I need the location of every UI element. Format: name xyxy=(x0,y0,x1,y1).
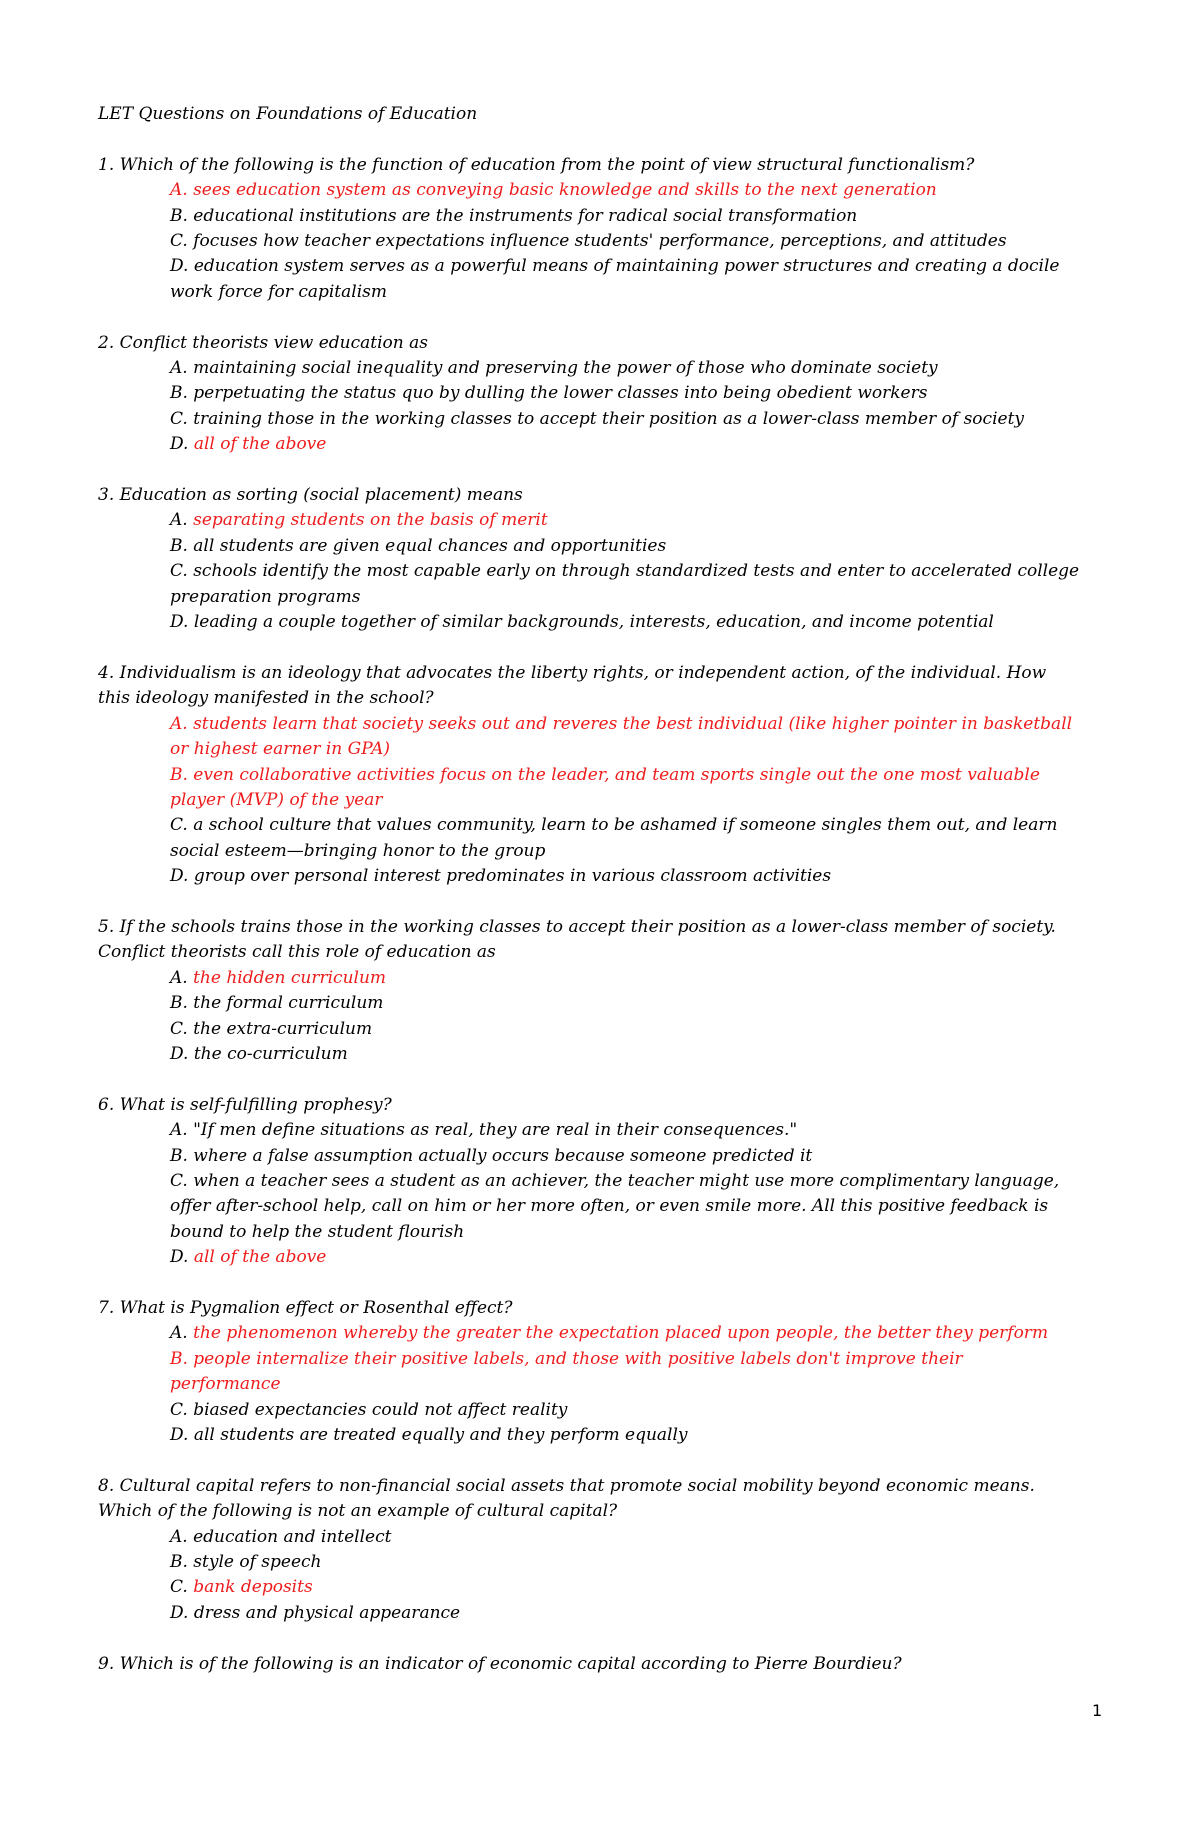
question-2 xyxy=(98,331,1108,458)
option-text: A. xyxy=(170,510,194,531)
option-line xyxy=(170,585,1108,610)
answer-option xyxy=(98,1550,1108,1575)
option-line xyxy=(170,1525,1108,1550)
answer-option xyxy=(98,229,1108,254)
option-line xyxy=(170,763,1108,788)
question-stem: 4. Individualism is an ideology that advocates the liberty rights, or independent action, of the individual. How xyxy=(98,662,1047,683)
option-text: A. education and intellect xyxy=(170,1526,392,1547)
question-list xyxy=(98,153,1108,1677)
answer-option xyxy=(98,1398,1108,1423)
correct-answer-text: all of the above xyxy=(193,1247,327,1268)
option-text: D. all students are treated equally and they perform equally xyxy=(170,1425,688,1446)
answer-option xyxy=(98,432,1108,457)
correct-answer-text: all of the above xyxy=(193,434,327,455)
option-line xyxy=(170,1372,1108,1397)
page-number: 1 xyxy=(1092,1701,1103,1720)
correct-answer-text: or highest earner in GPA) xyxy=(170,739,391,760)
option-text: D. xyxy=(170,434,194,455)
question-1 xyxy=(98,153,1108,305)
question-stem: this ideology manifested in the school? xyxy=(98,688,434,709)
answer-option xyxy=(98,559,1108,610)
correct-answer-text: player (MVP) of the year xyxy=(170,789,383,810)
question-stem: 9. Which is of the following is an indicator of economic capital according to Pierre Bourdieu? xyxy=(98,1653,902,1674)
correct-answer-text: performance xyxy=(170,1374,281,1395)
answer-option xyxy=(98,508,1108,533)
answer-option xyxy=(98,610,1108,635)
option-line xyxy=(170,381,1108,406)
option-text: C. the extra-curriculum xyxy=(170,1018,373,1039)
option-line xyxy=(170,1601,1108,1626)
document-title: LET Questions on Foundations of Education xyxy=(98,104,478,124)
answer-option xyxy=(98,1118,1108,1143)
correct-answer-text: the phenomenon whereby the greater the expectation placed upon people, the better they perform xyxy=(193,1323,1049,1344)
option-line xyxy=(170,788,1108,813)
answer-option xyxy=(98,356,1108,381)
option-line xyxy=(170,1423,1108,1448)
option-text: A. xyxy=(170,967,194,988)
option-text: C. xyxy=(170,1577,194,1598)
option-text: bound to help the student flourish xyxy=(170,1221,465,1242)
option-line xyxy=(170,1169,1108,1194)
option-text: D. leading a couple together of similar backgrounds, interests, education, and income potential xyxy=(170,612,994,633)
option-line xyxy=(170,1118,1108,1143)
option-text: C. a school culture that values community, learn to be ashamed if someone singles them out, and learn xyxy=(170,815,1058,836)
option-line xyxy=(170,864,1108,889)
question-3 xyxy=(98,483,1108,635)
question-stem: 7. What is Pygmalion effect or Rosenthal effect? xyxy=(98,1297,513,1318)
option-line xyxy=(170,839,1108,864)
answer-option xyxy=(98,1245,1108,1270)
answer-option xyxy=(98,1601,1108,1626)
question-5 xyxy=(98,915,1108,1067)
option-line xyxy=(170,737,1108,762)
answer-option xyxy=(98,991,1108,1016)
option-text: C. focuses how teacher expectations influence students' performance, perceptions, and attitudes xyxy=(170,231,1007,252)
answer-option xyxy=(98,1017,1108,1042)
question-stem: 8. Cultural capital refers to non-financial social assets that promote social mobility beyond economic means. xyxy=(98,1475,1035,1496)
option-line xyxy=(170,1042,1108,1067)
option-line xyxy=(170,1321,1108,1346)
answer-option xyxy=(98,178,1108,203)
correct-answer-text: B. even collaborative activities focus on the leader, and team sports single out the one most valuable xyxy=(170,764,1040,785)
option-text: C. when a teacher sees a student as an achiever, the teacher might use more complimentary language, xyxy=(170,1170,1060,1191)
question-stem: 6. What is self-fulfilling prophesy? xyxy=(98,1094,392,1115)
question-stem: Which of the following is not an example of cultural capital? xyxy=(98,1501,618,1522)
option-line xyxy=(170,432,1108,457)
option-line xyxy=(170,204,1108,229)
option-text: A. "If men define situations as real, they are real in their consequences." xyxy=(170,1120,798,1141)
option-text: B. educational institutions are the instruments for radical social transformation xyxy=(170,205,858,226)
correct-answer-text: the hidden curriculum xyxy=(193,967,387,988)
option-line xyxy=(170,813,1108,838)
question-stem: 1. Which of the following is the function of education from the point of view structural functionalism? xyxy=(98,154,975,175)
option-text: social esteem—bringing honor to the group xyxy=(170,840,546,861)
option-line xyxy=(170,1550,1108,1575)
question-8 xyxy=(98,1474,1108,1626)
answer-option xyxy=(98,254,1108,305)
option-text: C. biased expectancies could not affect reality xyxy=(170,1399,568,1420)
answer-option xyxy=(98,407,1108,432)
answer-option xyxy=(98,1423,1108,1448)
option-text: offer after-school help, call on him or her more often, or even smile more. All this positive feedback is xyxy=(170,1196,1049,1217)
question-4 xyxy=(98,661,1108,890)
correct-answer-text: A. sees education system as conveying basic knowledge and skills to the next generation xyxy=(170,180,937,201)
answer-option xyxy=(98,1169,1108,1245)
option-text: B. all students are given equal chances and opportunities xyxy=(170,535,667,556)
question-9 xyxy=(98,1652,1108,1677)
answer-option xyxy=(98,712,1108,763)
option-line xyxy=(170,407,1108,432)
option-line xyxy=(170,254,1108,279)
correct-answer-text: B. people internalize their positive labels, and those with positive labels don't improve their xyxy=(170,1348,963,1369)
option-text: B. perpetuating the status quo by dulling the lower classes into being obedient workers xyxy=(170,383,928,404)
option-text: D. dress and physical appearance xyxy=(170,1602,461,1623)
answer-option xyxy=(98,1321,1108,1346)
option-line xyxy=(170,559,1108,584)
option-text: A. maintaining social inequality and preserving the power of those who dominate society xyxy=(170,358,938,379)
option-line xyxy=(170,356,1108,381)
answer-option xyxy=(98,813,1108,864)
answer-option xyxy=(98,1042,1108,1067)
option-line xyxy=(170,966,1108,991)
option-line xyxy=(170,1347,1108,1372)
option-line xyxy=(170,1575,1108,1600)
option-text: D. education system serves as a powerful means of maintaining power structures and creating a docile xyxy=(170,256,1060,277)
question-stem: 5. If the schools trains those in the working classes to accept their position as a lower-class member of society. xyxy=(98,916,1056,937)
answer-option xyxy=(98,1144,1108,1169)
option-line xyxy=(170,508,1108,533)
correct-answer-text: bank deposits xyxy=(193,1577,313,1598)
option-line xyxy=(170,1194,1108,1219)
option-text: preparation programs xyxy=(170,586,361,607)
answer-option xyxy=(98,1525,1108,1550)
answer-option xyxy=(98,966,1108,991)
option-line xyxy=(170,229,1108,254)
question-stem: 3. Education as sorting (social placement) means xyxy=(98,485,523,506)
question-6 xyxy=(98,1093,1108,1271)
answer-option xyxy=(98,1575,1108,1600)
option-text: A. xyxy=(170,1323,194,1344)
option-line xyxy=(170,178,1108,203)
option-line xyxy=(170,712,1108,737)
answer-option xyxy=(98,534,1108,559)
correct-answer-text: A. students learn that society seeks out and reveres the best individual (like higher pointer in basketball xyxy=(170,713,1073,734)
option-text: C. training those in the working classes to accept their position as a lower-class member of society xyxy=(170,408,1025,429)
option-line xyxy=(170,534,1108,559)
correct-answer-text: separating students on the basis of merit xyxy=(193,510,548,531)
option-line xyxy=(170,1398,1108,1423)
option-text: D. group over personal interest predominates in various classroom activities xyxy=(170,866,832,887)
document-body xyxy=(98,102,1108,1702)
option-text: work force for capitalism xyxy=(170,281,387,302)
answer-option xyxy=(98,1347,1108,1398)
question-7 xyxy=(98,1296,1108,1448)
option-text: B. where a false assumption actually occurs because someone predicted it xyxy=(170,1145,813,1166)
option-line xyxy=(170,1144,1108,1169)
option-text: D. xyxy=(170,1247,194,1268)
option-text: B. style of speech xyxy=(170,1552,322,1573)
option-line xyxy=(170,991,1108,1016)
question-stem: Conflict theorists call this role of education as xyxy=(98,942,496,963)
answer-option xyxy=(98,204,1108,229)
option-text: D. the co-curriculum xyxy=(170,1043,348,1064)
option-text: C. schools identify the most capable early on through standardized tests and enter to accelerated college xyxy=(170,561,1080,582)
question-stem: 2. Conflict theorists view education as xyxy=(98,332,428,353)
option-line xyxy=(170,1220,1108,1245)
answer-option xyxy=(98,864,1108,889)
option-line xyxy=(170,1245,1108,1270)
option-text: B. the formal curriculum xyxy=(170,993,384,1014)
option-line xyxy=(170,280,1108,305)
answer-option xyxy=(98,763,1108,814)
answer-option xyxy=(98,381,1108,406)
option-line xyxy=(170,1017,1108,1042)
option-line xyxy=(170,610,1108,635)
